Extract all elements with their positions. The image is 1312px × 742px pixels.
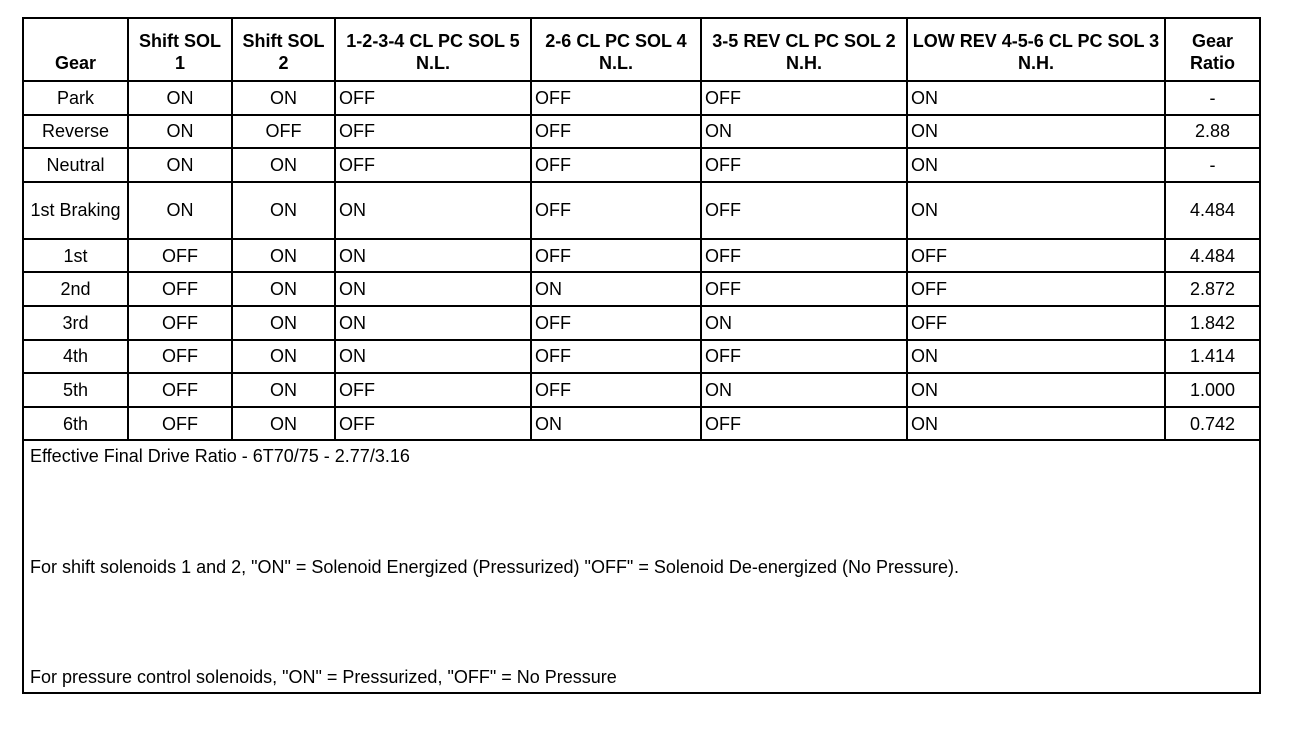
cell-gear: 6th xyxy=(24,407,128,441)
cell-sol-5: ON xyxy=(335,182,531,239)
cell-gear-ratio: 0.742 xyxy=(1165,407,1259,441)
cell-sol-4: OFF xyxy=(531,239,701,273)
cell-gear: Reverse xyxy=(24,115,128,149)
cell-shift-sol-1: OFF xyxy=(128,407,232,441)
table-row xyxy=(24,148,1259,182)
cell-sol-3: ON xyxy=(907,148,1165,182)
cell-shift-sol-2: OFF xyxy=(232,115,335,149)
cell-sol-2: OFF xyxy=(701,340,907,374)
cell-gear: 1st Braking xyxy=(24,182,128,239)
table-row xyxy=(24,306,1259,340)
solenoid-application-chart xyxy=(22,17,1261,694)
cell-sol-5: OFF xyxy=(335,148,531,182)
table-row xyxy=(24,81,1259,115)
cell-shift-sol-1: ON xyxy=(128,81,232,115)
table-row xyxy=(24,373,1259,407)
cell-sol-5: OFF xyxy=(335,115,531,149)
cell-sol-4: OFF xyxy=(531,340,701,374)
cell-shift-sol-1: ON xyxy=(128,115,232,149)
cell-sol-4: OFF xyxy=(531,81,701,115)
cell-sol-5: OFF xyxy=(335,81,531,115)
cell-gear: 3rd xyxy=(24,306,128,340)
table-row xyxy=(24,239,1259,273)
cell-sol-2: OFF xyxy=(701,272,907,306)
cell-shift-sol-2: ON xyxy=(232,182,335,239)
note-pressure-control: For pressure control solenoids, "ON" = Pressurized, "OFF" = No Pressure xyxy=(30,667,617,687)
cell-sol-3: ON xyxy=(907,115,1165,149)
cell-sol-2: OFF xyxy=(701,239,907,273)
cell-shift-sol-2: ON xyxy=(232,306,335,340)
cell-sol-3: ON xyxy=(907,407,1165,441)
cell-gear-ratio: - xyxy=(1165,148,1259,182)
header-row xyxy=(24,19,1259,81)
cell-sol-4: ON xyxy=(531,272,701,306)
cell-sol-2: ON xyxy=(701,115,907,149)
cell-sol-5: OFF xyxy=(335,373,531,407)
cell-sol-3: ON xyxy=(907,373,1165,407)
cell-sol-5: ON xyxy=(335,239,531,273)
cell-gear-ratio: 1.000 xyxy=(1165,373,1259,407)
header-shift-sol-2: Shift SOL 2 xyxy=(232,19,335,81)
cell-sol-2: OFF xyxy=(701,182,907,239)
cell-sol-2: ON xyxy=(701,373,907,407)
cell-shift-sol-1: OFF xyxy=(128,239,232,273)
cell-sol-2: OFF xyxy=(701,407,907,441)
cell-gear-ratio: 1.842 xyxy=(1165,306,1259,340)
cell-sol-5: ON xyxy=(335,340,531,374)
cell-gear: 2nd xyxy=(24,272,128,306)
cell-sol-3: OFF xyxy=(907,272,1165,306)
cell-sol-4: OFF xyxy=(531,115,701,149)
cell-shift-sol-2: ON xyxy=(232,81,335,115)
cell-shift-sol-2: ON xyxy=(232,373,335,407)
table-row xyxy=(24,407,1259,441)
cell-shift-sol-1: OFF xyxy=(128,272,232,306)
header-sol-3: LOW REV 4-5-6 CL PC SOL 3 N.H. xyxy=(907,19,1165,81)
cell-sol-4: OFF xyxy=(531,373,701,407)
cell-shift-sol-2: ON xyxy=(232,239,335,273)
cell-sol-5: ON xyxy=(335,272,531,306)
cell-sol-4: OFF xyxy=(531,148,701,182)
cell-gear: 4th xyxy=(24,340,128,374)
cell-shift-sol-1: OFF xyxy=(128,373,232,407)
table-row xyxy=(24,272,1259,306)
cell-gear-ratio: 4.484 xyxy=(1165,182,1259,239)
cell-gear-ratio: 1.414 xyxy=(1165,340,1259,374)
cell-sol-2: OFF xyxy=(701,148,907,182)
header-sol-2: 3-5 REV CL PC SOL 2 N.H. xyxy=(701,19,907,81)
cell-shift-sol-1: ON xyxy=(128,182,232,239)
cell-sol-3: OFF xyxy=(907,306,1165,340)
cell-shift-sol-2: ON xyxy=(232,148,335,182)
cell-gear-ratio: 4.484 xyxy=(1165,239,1259,273)
cell-gear: Park xyxy=(24,81,128,115)
solenoid-table xyxy=(24,19,1259,441)
cell-shift-sol-1: OFF xyxy=(128,340,232,374)
table-row xyxy=(24,115,1259,149)
cell-sol-3: OFF xyxy=(907,239,1165,273)
note-final-drive: Effective Final Drive Ratio - 6T70/75 - 2.77/3.16 xyxy=(30,446,410,466)
cell-gear: 5th xyxy=(24,373,128,407)
table-row xyxy=(24,340,1259,374)
cell-shift-sol-2: ON xyxy=(232,340,335,374)
header-gear-ratio: Gear Ratio xyxy=(1165,19,1259,81)
table-row xyxy=(24,182,1259,239)
note-shift-solenoids: For shift solenoids 1 and 2, "ON" = Solenoid Energized (Pressurized) "OFF" = Solenoid De-energized (No Pressure). xyxy=(30,557,959,577)
cell-sol-5: OFF xyxy=(335,407,531,441)
cell-sol-3: ON xyxy=(907,182,1165,239)
cell-gear: Neutral xyxy=(24,148,128,182)
cell-sol-4: OFF xyxy=(531,182,701,239)
header-sol-5: 1-2-3-4 CL PC SOL 5 N.L. xyxy=(335,19,531,81)
header-gear: Gear xyxy=(24,19,128,81)
cell-sol-5: ON xyxy=(335,306,531,340)
cell-gear-ratio: 2.872 xyxy=(1165,272,1259,306)
cell-gear-ratio: 2.88 xyxy=(1165,115,1259,149)
header-shift-sol-1: Shift SOL 1 xyxy=(128,19,232,81)
cell-gear: 1st xyxy=(24,239,128,273)
cell-sol-4: OFF xyxy=(531,306,701,340)
cell-sol-3: ON xyxy=(907,81,1165,115)
cell-shift-sol-2: ON xyxy=(232,407,335,441)
header-sol-4: 2-6 CL PC SOL 4 N.L. xyxy=(531,19,701,81)
cell-shift-sol-1: OFF xyxy=(128,306,232,340)
cell-gear-ratio: - xyxy=(1165,81,1259,115)
cell-sol-2: ON xyxy=(701,306,907,340)
cell-shift-sol-2: ON xyxy=(232,272,335,306)
cell-sol-3: ON xyxy=(907,340,1165,374)
cell-shift-sol-1: ON xyxy=(128,148,232,182)
cell-sol-2: OFF xyxy=(701,81,907,115)
cell-sol-4: ON xyxy=(531,407,701,441)
